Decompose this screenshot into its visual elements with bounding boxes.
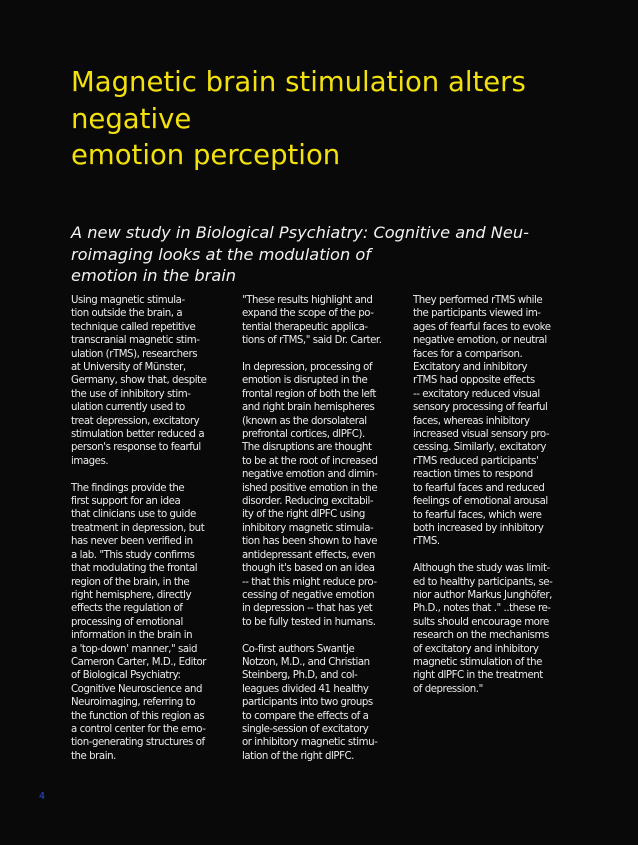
body-text-line: reaction times to respond	[413, 469, 533, 481]
body-text-line: ages of fearful faces to evoke	[413, 321, 551, 333]
body-text-line: increased visual sensory pro-	[413, 429, 550, 441]
body-text-line: Although the study was limit-	[413, 563, 550, 575]
body-text-line: antidepressant effects, even	[242, 549, 376, 561]
body-text-line: a 'top-down' manner," said	[71, 643, 198, 655]
body-text-line: participants into two groups	[242, 697, 373, 709]
article-subtitle	[71, 222, 571, 287]
title-line: negative	[71, 102, 192, 135]
body-text-line: tion-generating structures of	[71, 737, 205, 749]
body-text-line: expand the scope of the po-	[242, 308, 374, 320]
body-text-line: rTMS reduced participants'	[413, 455, 539, 467]
body-text-line: ulation (rTMS), researchers	[71, 348, 198, 360]
body-text-line: sults should encourage more	[413, 616, 549, 628]
body-text-line: Cameron Carter, M.D., Editor	[71, 656, 207, 668]
body-text-line: right hemisphere, directly	[71, 589, 192, 601]
body-text-line: ished positive emotion in the	[242, 482, 378, 494]
body-text-line: technique called repetitive	[71, 321, 196, 333]
body-text-line: emotion is disrupted in the	[242, 375, 368, 387]
body-text-line: leagues divided 41 healthy	[242, 683, 369, 695]
body-text-line: images.	[71, 455, 109, 467]
body-text-line: treat depression, excitatory	[71, 415, 200, 427]
body-text-line: Excitatory and inhibitory	[413, 362, 528, 374]
body-text-line: "These results highlight and	[242, 295, 373, 306]
paragraph-gap	[71, 468, 227, 481]
body-text-line: tions of rTMS," said Dr. Carter.	[242, 335, 382, 347]
body-text-line: tion outside the brain, a	[71, 308, 183, 320]
body-text-line: The disruptions are thought	[242, 442, 372, 454]
body-text-line: person's response to fearful	[71, 442, 201, 454]
body-text-line: both increased by inhibitory	[413, 522, 544, 534]
body-text-line: rTMS had opposite effects	[413, 375, 535, 387]
body-text-line: right dlPFC in the treatment	[413, 670, 543, 682]
page-number: 4	[39, 791, 46, 802]
subtitle-line: roimaging looks at the modulation of	[71, 244, 371, 264]
paragraph-gap	[242, 629, 398, 642]
subtitle-line: A new study in Biological Psychiatry: Cognitive and Neu-	[71, 223, 529, 242]
body-text-line: the participants viewed im-	[413, 308, 541, 320]
body-text-line: negative emotion and dimin-	[242, 469, 378, 481]
body-text-line: Using magnetic stimula-	[71, 295, 185, 306]
body-text-line: that modulating the frontal	[71, 563, 198, 575]
body-text-line: in depression -- that has yet	[242, 603, 373, 615]
body-text-line: Germany, show that, despite	[71, 375, 207, 387]
body-text-line: -- excitatory reduced visual	[413, 388, 540, 400]
body-text-line: Neuroimaging, referring to	[71, 697, 196, 709]
body-text-line: nior author Markus Junghöfer,	[413, 589, 552, 601]
body-text-line: though it's based on an idea	[242, 563, 375, 575]
body-text-line: They performed rTMS while	[413, 295, 543, 306]
body-text-line: the brain.	[71, 750, 116, 762]
text-column-2	[242, 294, 398, 763]
body-text-line: or inhibitory magnetic stimu-	[242, 737, 378, 749]
text-column-1	[71, 294, 227, 763]
body-text-line: Steinberg, Ph.D, and col-	[242, 670, 358, 682]
paragraph-gap	[242, 348, 398, 361]
title-line: emotion perception	[71, 139, 341, 171]
body-text-line: prefrontal cortices, dlPFC).	[242, 429, 365, 441]
body-text-line: lation of the right dlPFC.	[242, 750, 354, 762]
body-text-line: inhibitory magnetic stimula-	[242, 522, 374, 534]
body-text-line: Co-first authors Swantje	[242, 643, 355, 655]
paragraph-gap	[413, 549, 569, 562]
body-text-line: first support for an idea	[71, 496, 181, 508]
body-text-line: has never been verified in	[71, 536, 193, 548]
body-text-line: of Biological Psychiatry:	[71, 670, 181, 682]
body-text-line: at University of Münster,	[71, 362, 186, 374]
body-text-line: tion has been shown to have	[242, 536, 378, 548]
body-text-line: effects the regulation of	[71, 603, 183, 615]
body-text-line: that clinicians use to guide	[71, 509, 196, 521]
body-text-line: disorder. Reducing excitabil-	[242, 496, 374, 508]
body-text-line: transcranial magnetic stim-	[71, 335, 200, 347]
body-text-line: faces for a comparison.	[413, 348, 523, 360]
text-column-3	[413, 294, 569, 696]
body-text-line: faces, whereas inhibitory	[413, 415, 530, 427]
body-text-line: negative emotion, or neutral	[413, 335, 547, 347]
body-text-line: of depression."	[413, 683, 483, 695]
body-text-line: magnetic stimulation of the	[413, 656, 542, 668]
body-text-line: processing of emotional	[71, 616, 183, 628]
body-text-line: to be fully tested in humans.	[242, 616, 376, 628]
body-text-line: ed to healthy participants, se-	[413, 576, 553, 588]
body-text-line: to compare the effects of a	[242, 710, 369, 722]
body-text-line: stimulation better reduced a	[71, 429, 205, 441]
body-text-line: a control center for the emo-	[71, 723, 206, 735]
body-text-line: Cognitive Neuroscience and	[71, 683, 203, 695]
body-text-line: region of the brain, in the	[71, 576, 190, 588]
body-text-line: -- that this might reduce pro-	[242, 576, 377, 588]
body-text-line: the function of this region as	[71, 710, 205, 722]
subtitle-line: emotion in the brain	[71, 266, 237, 285]
body-text-line: sensory processing of fearful	[413, 402, 548, 414]
body-text-line: treatment in depression, but	[71, 522, 205, 534]
body-text-line: The findings provide the	[71, 482, 185, 494]
body-text-line: to fearful faces, which were	[413, 509, 542, 521]
body-text-line: information in the brain in	[71, 630, 193, 642]
body-text-line: to fearful faces and reduced	[413, 482, 545, 494]
body-text-line: tential therapeutic applica-	[242, 321, 368, 333]
body-text-line: a lab. "This study confirms	[71, 549, 195, 561]
body-text-line: Ph.D., notes that ." ..these re-	[413, 603, 551, 615]
body-text-line: single-session of excitatory	[242, 723, 369, 735]
body-text-line: cessing of negative emotion	[242, 589, 375, 601]
body-text-line: and right brain hemispheres	[242, 402, 375, 414]
body-text-line: ulation currently used to	[71, 402, 185, 414]
body-text-line: research on the mechanisms	[413, 630, 549, 642]
title-line: Magnetic brain stimulation alters	[71, 66, 526, 98]
body-text-line: ity of the right dlPFC using	[242, 509, 365, 521]
body-text-line: to be at the root of increased	[242, 455, 378, 467]
article-title	[71, 64, 591, 174]
body-text-line: frontal region of both the left	[242, 388, 376, 400]
body-text-line: cessing. Similarly, excitatory	[413, 442, 546, 454]
body-text-line: the use of inhibitory stim-	[71, 388, 191, 400]
body-text-line: (known as the dorsolateral	[242, 415, 367, 427]
body-text-line: rTMS.	[413, 536, 440, 548]
body-text-line: of excitatory and inhibitory	[413, 643, 539, 655]
body-text-line: In depression, processing of	[242, 362, 373, 374]
body-text-line: feelings of emotional arousal	[413, 496, 548, 508]
body-text-line: Notzon, M.D., and Christian	[242, 656, 370, 668]
